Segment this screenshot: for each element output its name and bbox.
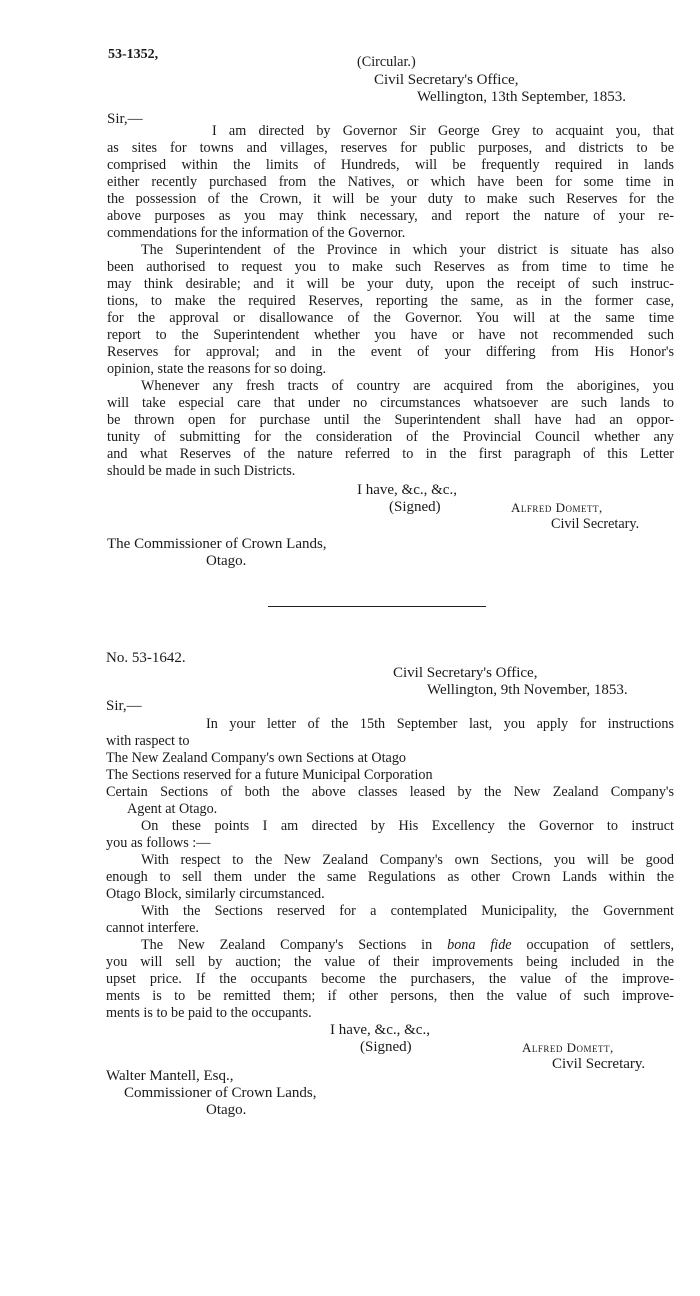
text-line: and what Reserves of the nature referred to in the first paragraph of this Letter (107, 446, 674, 462)
list-item: Certain Sections of both the above classes leased by the New Zealand Company's (106, 784, 674, 800)
text-line: commendations for the information of the Governor. (107, 225, 406, 241)
letter-number: No. 53-1642. (106, 650, 186, 666)
list-item: The New Zealand Company's own Sections at Otago (106, 750, 407, 766)
text-line: should be made in such Districts. (107, 463, 296, 479)
closing: I have, &c., &c., (330, 1022, 430, 1038)
italic-text: bona fide (447, 937, 512, 953)
text-line (141, 937, 674, 954)
salutation: Sir,— (107, 111, 143, 127)
place-date: Wellington, 9th November, 1853. (427, 682, 628, 698)
separator-rule (268, 606, 486, 607)
text-line: The Superintendent of the Province in which your district is situate has also (141, 242, 674, 258)
text-line: On these points I am directed by His Excellency the Governor to instruct (141, 818, 674, 834)
text-line: With the Sections reserved for a contemplated Municipality, the Government (141, 903, 674, 919)
office-line: Civil Secretary's Office, (393, 665, 538, 681)
signed-label: (Signed) (360, 1039, 412, 1055)
text-line: enough to sell them under the same Regulations as other Crown Lands within the (106, 869, 674, 885)
text-line: may think desirable; and it will be your duty, upon the receipt of such instruc- (107, 276, 674, 292)
text-line: will take especial care that under no circumstances whatsoever are such lands to (107, 395, 674, 411)
letter-number: 53-1352, (108, 47, 159, 62)
office-line: Civil Secretary's Office, (374, 72, 519, 88)
text-line: with raspect to (106, 733, 190, 749)
text-line: In your letter of the 15th September last, you apply for instructions (206, 716, 674, 732)
text-line: opinion, state the reasons for so doing. (107, 361, 327, 377)
signatory-title: Civil Secretary. (552, 1056, 646, 1072)
circular-label: (Circular.) (357, 54, 416, 70)
text-line: as sites for towns and villages, reserves for public purposes, and districts to be (107, 140, 674, 156)
text-line: Reserves for approval; and in the event of your differing from His Honor's (107, 344, 674, 360)
text-line: the possession of the Crown, it will be your duty to make such Reserves for the (107, 191, 674, 207)
text-line: I am directed by Governor Sir George Grey to acquaint you, that (212, 123, 674, 139)
signatory-title: Civil Secretary. (551, 516, 640, 532)
text-line: report to the Superintendent whether you have or have not recommended such (107, 327, 674, 343)
text-line: comprised within the limits of Hundreds, will be frequently required in lands (107, 157, 674, 173)
closing: I have, &c., &c., (357, 482, 457, 498)
text-line: cannot interfere. (106, 920, 199, 936)
list-item-continuation: Agent at Otago. (127, 801, 218, 817)
text-line: tunity of submitting for the consideration of the Provincial Council whether any (107, 429, 674, 445)
list-item: The Sections reserved for a future Municipal Corporation (106, 767, 433, 783)
signatory-name: Alfred Domett, (522, 1040, 614, 1055)
text-line: upset price. If the occupants become the purchasers, the value of the improve- (106, 971, 674, 987)
text-span: The New Zealand Company's Sections in (141, 937, 433, 953)
text-line: tions, to make the required Reserves, reporting the same, as in the former case, (107, 293, 674, 309)
addressee: The Commissioner of Crown Lands, (107, 536, 327, 552)
place-date: Wellington, 13th September, 1853. (417, 89, 626, 105)
signed-label: (Signed) (389, 499, 441, 515)
text-line: been authorised to request you to make such Reserves as from time to time he (107, 259, 674, 275)
text-line: be thrown open for purchase until the Superintendent shall have had an oppor- (107, 412, 674, 428)
text-line: With respect to the New Zealand Company's own Sections, you will be good (141, 852, 674, 868)
text-line: ments is to be paid to the occupants. (106, 1005, 312, 1021)
text-line: you will sell by auction; the value of their improvements being included in the (106, 954, 674, 970)
salutation: Sir,— (106, 698, 142, 714)
text-span: occupation of settlers, (526, 937, 675, 953)
text-line: Whenever any fresh tracts of country are acquired from the aborigines, you (141, 378, 674, 394)
addressee-place: Otago. (206, 553, 247, 569)
signatory-name: Alfred Domett, (511, 500, 603, 515)
text-line: Otago Block, similarly circumstanced. (106, 886, 325, 902)
text-line: ments is to be remitted them; if other persons, then the value of such improve- (106, 988, 674, 1004)
text-line: either recently purchased from the Natives, or which have been for some time in (107, 174, 674, 190)
text-line: for the approval or disallowance of the Governor. You will at the same time (107, 310, 674, 326)
addressee-name: Walter Mantell, Esq., (106, 1068, 234, 1084)
text-line: you as follows :— (106, 835, 211, 851)
addressee: Commissioner of Crown Lands, (124, 1085, 317, 1101)
text-line: above purposes as you may think necessary, and report the nature of your re- (107, 208, 674, 224)
addressee-place: Otago. (206, 1102, 247, 1118)
